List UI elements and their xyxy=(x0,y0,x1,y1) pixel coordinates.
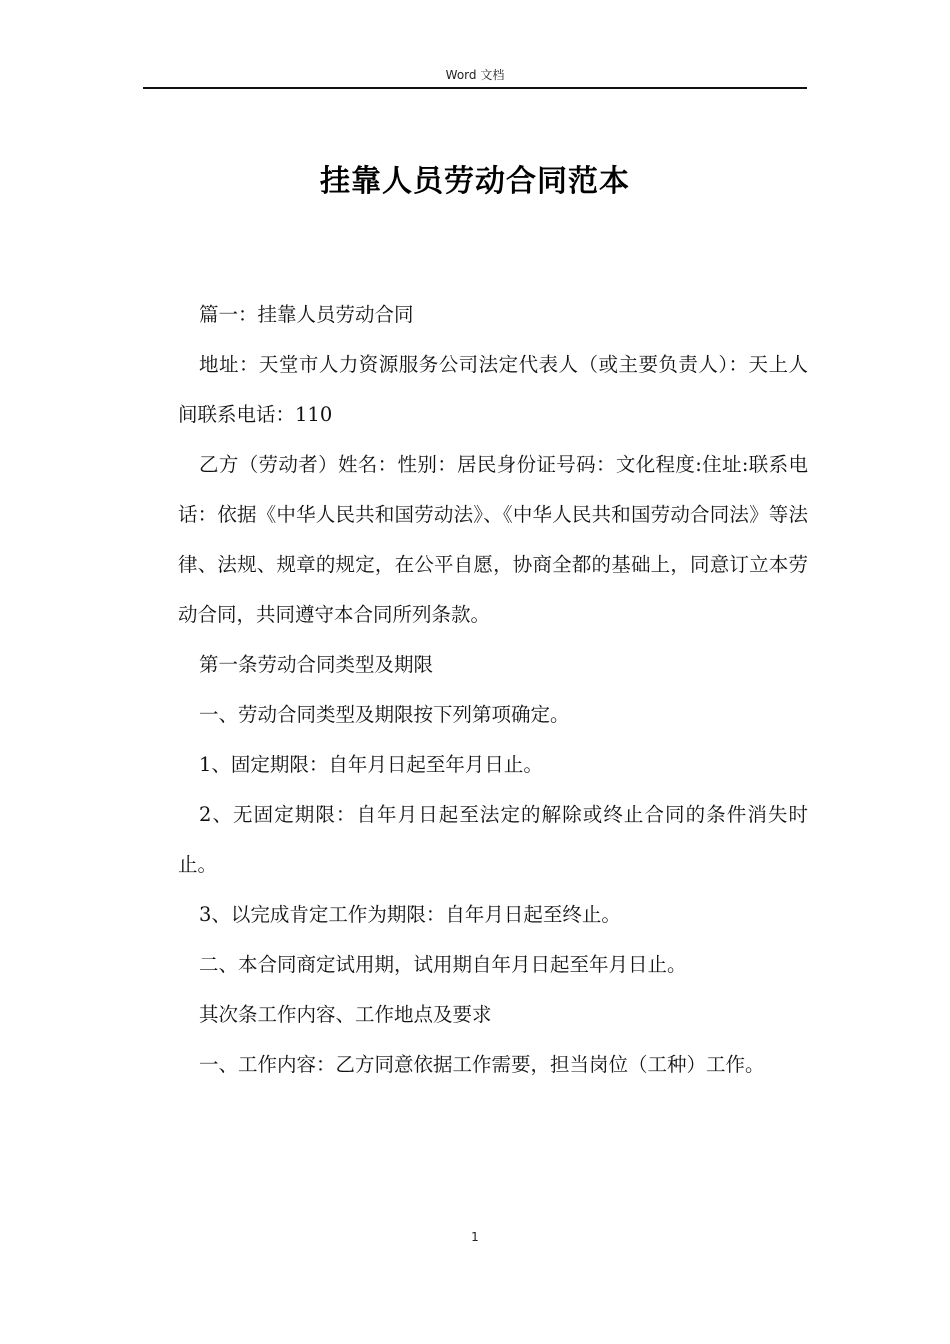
paragraph-work-content: 一、工作内容：乙方同意依据工作需要，担当岗位（工种）工作。 xyxy=(199,1053,765,1076)
header-divider xyxy=(143,87,807,89)
paragraph-fixed-term: 1、固定期限：自年月日起至年月日止。 xyxy=(199,753,543,776)
paragraph-party-b: 乙方（劳动者）姓名：性别：居民身份证号码：文化程度:住址:联系电话：依据《中华人民共和国劳动法》、《中华人民共和国劳动合同法》等法律、法规、规章的规定，在公平自愿，协商全都的基础上，同意订立本劳动合同，共同遵守本合同所列条款。 xyxy=(178,453,808,626)
paragraph-open-term: 2、无固定期限：自年月日起至法定的解除或终止合同的条件消失时止。 xyxy=(178,803,808,876)
page-header: Word 文档 xyxy=(445,68,505,82)
paragraph-address: 地址：天堂市人力资源服务公司法定代表人（或主要负责人）：天上人间联系电话：110 xyxy=(178,353,808,426)
document-title: 挂靠人员劳动合同范本 xyxy=(320,164,630,199)
page-number: 1 xyxy=(471,1230,479,1244)
paragraph-article-2-heading: 其次条工作内容、工作地点及要求 xyxy=(199,1003,492,1026)
paragraph-contract-type: 一、劳动合同类型及期限按下列第项确定。 xyxy=(199,703,570,726)
paragraph-article-1-heading: 第一条劳动合同类型及期限 xyxy=(199,653,434,676)
paragraph-task-term: 3、以完成肯定工作为期限：自年月日起至终止。 xyxy=(199,903,621,926)
document-body xyxy=(178,290,808,1090)
paragraph-probation: 二、本合同商定试用期，试用期自年月日起至年月日止。 xyxy=(199,953,687,976)
paragraph-section-heading: 篇一：挂靠人员劳动合同 xyxy=(199,303,414,326)
